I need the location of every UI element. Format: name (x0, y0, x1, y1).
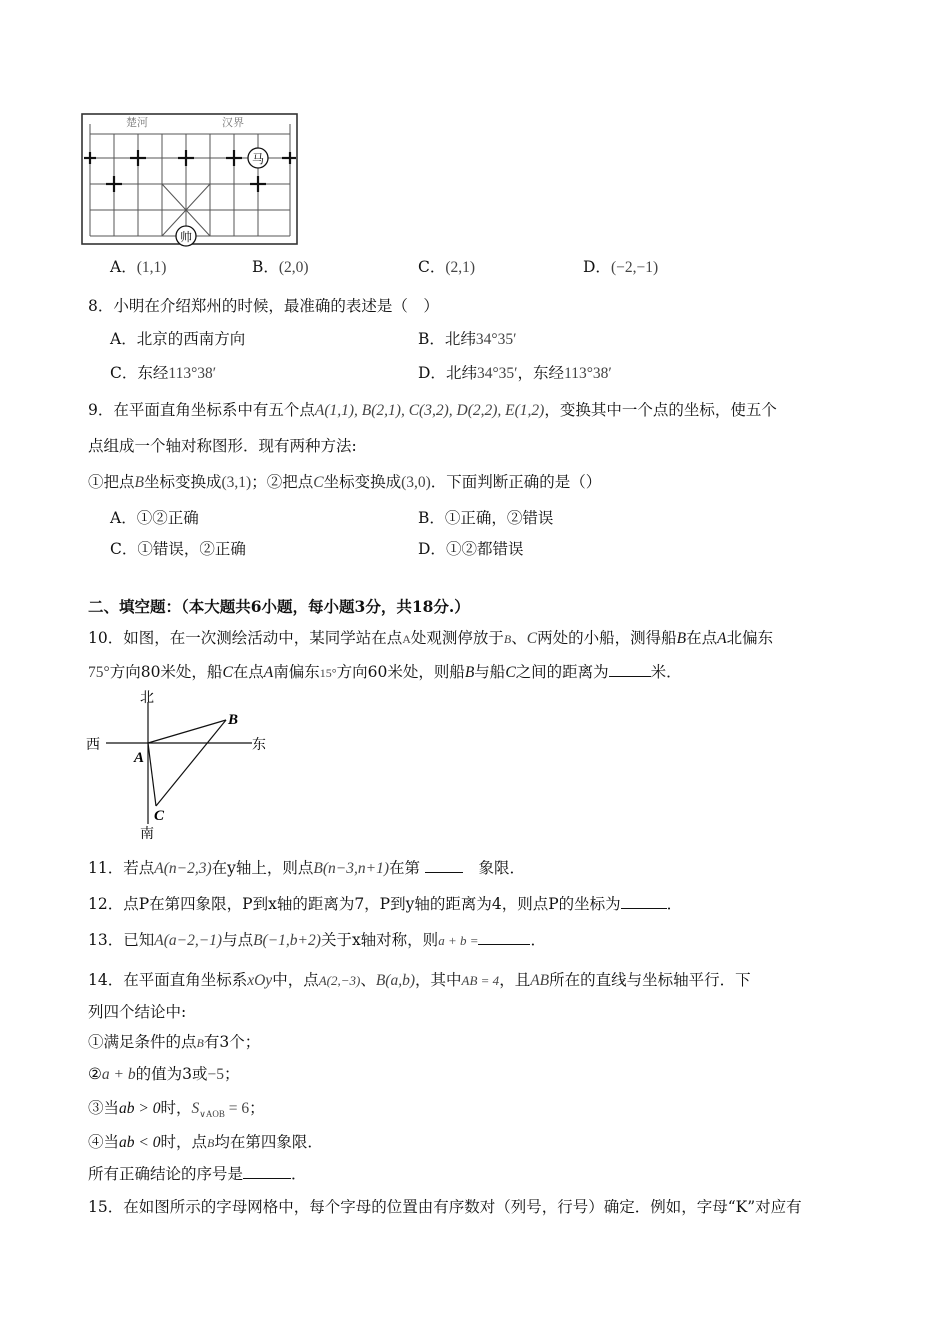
q9-option-a: A．①②正确 (110, 509, 199, 527)
chess-board-figure (80, 112, 305, 247)
q14-line-1: 14．在平面直角坐标系xOy中，点A(2,−3)、B(a,b)，其中AB = 4，且AB所在的直线与坐标轴平行．下 (88, 971, 751, 989)
top-label-river: 楚河 (126, 116, 148, 129)
marshal-piece-label: 帅 (179, 230, 193, 244)
q7-option-c: C．(2,1) (418, 258, 476, 276)
q9-line-1: 9．在平面直角坐标系中有五个点A(1,1), B(2,1), C(3,2), D(2,2), E(1,2)，变换其中一个点的坐标，使五个 (88, 401, 777, 419)
q11: 11．若点A(n−2,3)在y轴上，则点B(n−3,n+1)在第 象限． (88, 859, 525, 877)
q10-answer-blank[interactable] (609, 662, 651, 677)
q14-answer-blank[interactable] (243, 1164, 291, 1179)
label-west: 西 (86, 737, 100, 753)
q8-option-d: D．北纬34°35′，东经113°38′ (418, 364, 612, 382)
q7-option-a: A．(1,1) (110, 258, 167, 276)
q9-option-c: C．①错误，②正确 (110, 540, 246, 558)
q14-conclusion-4: ④当ab < 0时，点B均在第四象限． (88, 1133, 323, 1151)
q8-option-b: B．北纬34°35′ (418, 330, 517, 348)
q10-direction-figure (84, 688, 284, 840)
q15-line-1: 15．在如图所示的字母网格中，每个字母的位置由有序数对（列号，行号）确定．例如，字母“K”对应有 (88, 1198, 802, 1216)
segment-ac (148, 743, 156, 806)
segment-bc (156, 720, 226, 806)
q12-answer-blank[interactable] (621, 894, 667, 909)
q9-line-3: ①把点B坐标变换成(3,1)；②把点C坐标变换成(3,0)．下面判断正确的是（） (88, 473, 602, 491)
q11-answer-blank[interactable] (425, 858, 463, 873)
q14-conclusion-1: ①满足条件的点B有3个； (88, 1033, 261, 1051)
q8-stem: 8．小明在介绍郑州的时候，最准确的表述是（ ） (88, 297, 439, 315)
q8-option-c: C．东经113°38′ (110, 364, 217, 382)
q7-option-d: D．(−2,−1) (583, 258, 659, 276)
label-east: 东 (252, 737, 266, 753)
q9-option-d: D．①②都错误 (418, 540, 524, 558)
q8-option-a: A．北京的西南方向 (110, 330, 246, 348)
q7-option-b: B．(2,0) (252, 258, 309, 276)
q14-line-2: 列四个结论中: (88, 1003, 187, 1021)
label-point-b: B (228, 712, 239, 728)
segment-ab (148, 720, 226, 743)
label-point-a: A (134, 750, 145, 766)
q12: 12．点P在第四象限，P到x轴的距离为7，P到y轴的距离为4，则点P的坐标为 ． (88, 895, 683, 913)
q10-line-1: 10．如图，在一次测绘活动中，某同学站在点A处观测停放于B、C两处的小船，测得船B在点A北偏东 (88, 629, 774, 647)
q13: 13．已知A(a−2,−1)与点B(−1,b+2)关于x轴对称，则a + b = ． (88, 931, 546, 949)
q13-answer-blank[interactable] (478, 930, 530, 945)
section-2-title: 二、填空题：（本大题共6小题，每小题3分，共18分.） (88, 597, 470, 616)
label-point-c: C (154, 808, 165, 824)
horse-piece-label: 马 (251, 152, 265, 166)
q14-conclusion-2: ②a + b的值为3或−5； (88, 1065, 240, 1083)
q9-option-b: B．①正确，②错误 (418, 509, 554, 527)
q14-conclusion-3: ③当ab > 0时，$S_{\vee AOB} = 6$； (88, 1099, 265, 1120)
q14-final: 所有正确结论的序号是 ． (88, 1165, 307, 1183)
q10-line-2: 75°方向80米处，船C在点A南偏东15°方向60米处，则船B与船C之间的距离为 米． (88, 663, 682, 681)
q9-line-2: 点组成一个轴对称图形．现有两种方法: (88, 437, 357, 455)
label-south: 南 (140, 826, 154, 840)
label-north: 北 (140, 690, 154, 706)
top-label-border: 汉界 (222, 116, 244, 129)
